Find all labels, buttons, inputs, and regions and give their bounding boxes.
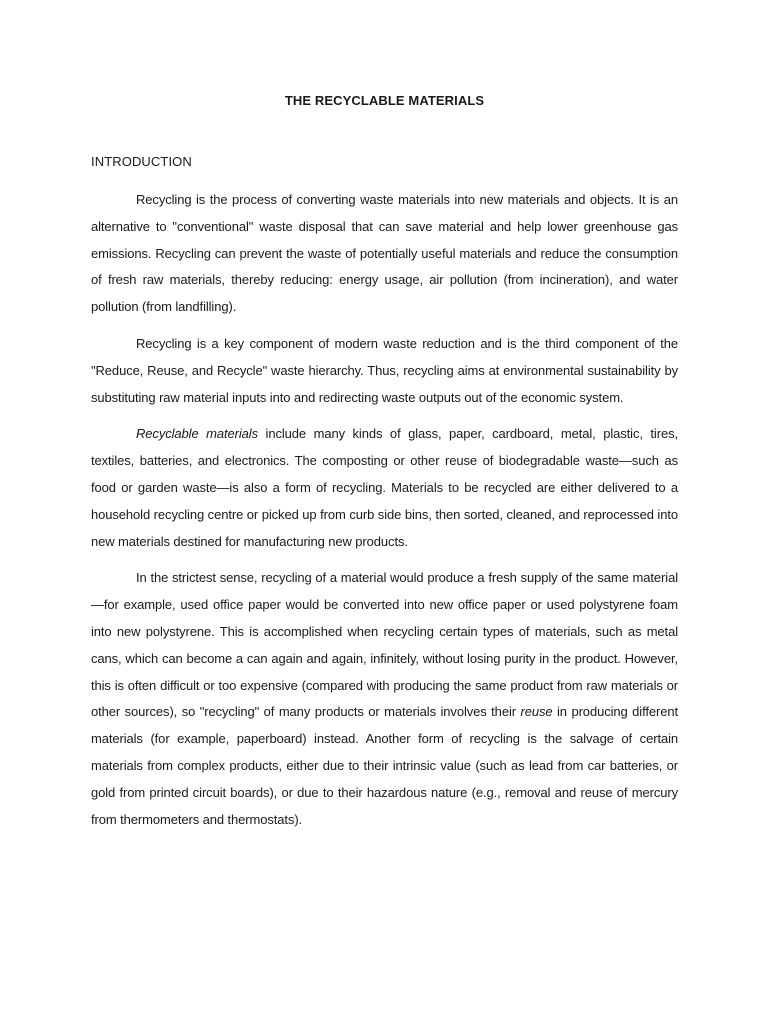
paragraph-4-text-part2: in producing different materials (for example, paperboard) instead. Another form of recycling is the salvage of certain materials from complex products, either due to their intrinsic value (such as lead from car batteries, or gold from printed circuit boards), or due to their hazardous nature (e.g., removal and reuse of mercury from thermometers and thermostats). (91, 704, 678, 827)
paragraph-1 (91, 187, 678, 321)
paragraph-4-text-part1: In the strictest sense, recycling of a material would produce a fresh supply of the same material—for example, used office paper would be converted into new office paper or used polystyrene foam into new polystyrene. This is accomplished when recycling certain types of materials, such as metal cans, which can become a can again and again, infinitely, without losing purity in the product. However, this is often difficult or too expensive (compared with producing the same product from raw materials or other sources), so "recycling" of many products or materials involves their (91, 570, 678, 720)
paragraph-3-text: include many kinds of glass, paper, cardboard, metal, plastic, tires, textiles, batteries, and electronics. The composting or other reuse of biodegradable waste—such as food or garden waste—is also a form of recycling. Materials to be recycled are either delivered to a household recycling centre or picked up from curb side bins, then sorted, cleaned, and reprocessed into new materials destined for manufacturing new products. (91, 426, 678, 549)
paragraph-2 (91, 331, 678, 411)
paragraph-3 (91, 421, 678, 555)
paragraph-2-text: Recycling is a key component of modern waste reduction and is the third component of the "Reduce, Reuse, and Recycle" waste hierarchy. Thus, recycling aims at environmental sustainability by substituting raw material inputs into and redirecting waste outputs out of the economic system. (91, 335, 678, 405)
paragraph-4 (91, 565, 678, 833)
document-body (91, 187, 678, 843)
section-heading: INTRODUCTION (91, 154, 192, 169)
paragraph-4-italic-word: reuse (520, 704, 553, 720)
paragraph-3-italic-lead: Recyclable materials (136, 426, 258, 442)
paragraph-1-text: Recycling is the process of converting waste materials into new materials and objects. It is an alternative to "conventional" waste disposal that can save material and help lower greenhouse gas emissions. Recycling can prevent the waste of potentially useful materials and reduce the consumption of fresh raw materials, thereby reducing: energy usage, air pollution (from incineration), and water pollution (from landfilling). (91, 192, 678, 315)
document-title: THE RECYCLABLE MATERIALS (284, 93, 485, 108)
